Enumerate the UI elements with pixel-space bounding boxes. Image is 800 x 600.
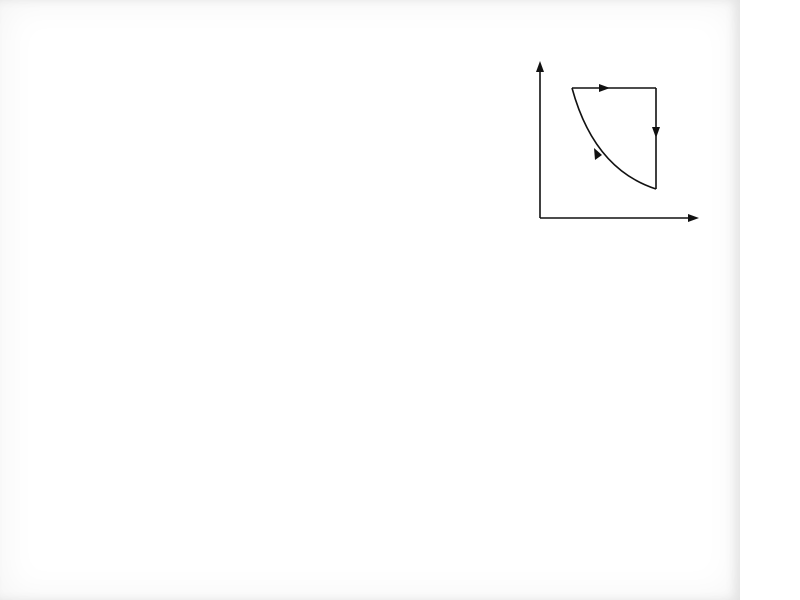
- y-axis-arrow: [536, 61, 544, 72]
- sidebar-decoration-bottom: [740, 540, 800, 600]
- sidebar-decoration-top: [740, 0, 800, 480]
- sidebar-decoration-middle: [740, 480, 800, 540]
- arrow-1-2: [599, 84, 610, 92]
- x-axis-arrow: [688, 214, 699, 222]
- arrow-2-3: [652, 127, 660, 138]
- adiabat-3-1: [572, 88, 656, 189]
- pv-cycle-diagram: [510, 52, 710, 252]
- problem-text: [90, 66, 490, 338]
